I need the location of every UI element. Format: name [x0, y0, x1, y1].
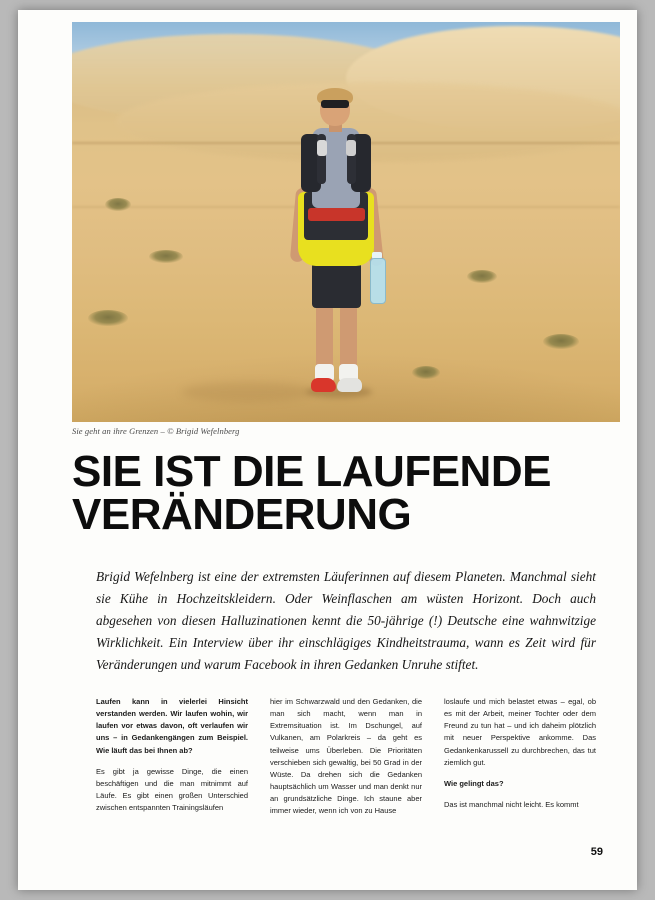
magazine-page	[18, 10, 637, 890]
interview-question: Laufen kann in vielerlei Hinsicht verstanden werden. Wir laufen wohin, wir laufen vor etwas davon, oft verlaufen wir uns – in Gedankengängen zum Beispiel. Wie läuft das bei Ihnen ab?	[96, 697, 248, 755]
runner-figure	[268, 88, 418, 418]
desert-shrub	[88, 310, 128, 326]
desert-shrub	[543, 334, 579, 349]
column-2	[270, 696, 422, 846]
desert-photo-background	[72, 22, 620, 422]
column-1	[96, 696, 248, 846]
body-paragraph: loslaufe und mich belastet etwas – egal, ob es mit der Arbeit, meiner Tochter oder dem Freund zu tun hat – und ich daheim plötzlich mit neuer Perspektive ankomme. Das Gedankenkarussell zu durchbrechen, das tut ziemlich gut.	[444, 697, 596, 767]
body-paragraph: hier im Schwarzwald und den Gedanken, die man sich macht, wenn man in Extremsituation ist. Im Dschungel, auf Vulkanen, am Polarkreis – da geht es teilweise ums Überleben. Die Prioritäten verschieben sich gewaltig, bei 50 Grad in der Wüste. Da drehen sich die Gedanken hauptsächlich um Wasser und man denkt nur an grundsätzliche Dinge. Ich staune aber immer wieder, wenn ich von zu Hause	[270, 697, 422, 816]
desert-shrub	[149, 250, 183, 263]
runner-left-shoe	[311, 378, 336, 392]
runner-chest-flask-right	[346, 140, 356, 156]
runner-right-leg	[340, 304, 357, 372]
runner-left-leg	[316, 304, 333, 372]
page-title	[72, 447, 592, 540]
headline-line-2: VERÄNDERUNG	[72, 490, 412, 540]
runner-chest-flask-left	[317, 140, 327, 156]
desert-shrub	[105, 198, 131, 211]
desert-shrub	[467, 270, 497, 283]
interview-question: Wie gelingt das?	[444, 778, 504, 788]
sunglasses-icon	[321, 100, 349, 108]
lead-paragraph: Brigid Wefelnberg ist eine der extremsten Läuferinnen auf diesem Planeten. Manchmal sieht sie Kühe in Hochzeitskleidern. Oder Weinflaschen am wüsten Horizont. Doch auch abgesehen von diesen Halluzinationen kennt die 50-jährige (!) Deutsche eine wahnwitzige Wirklichkeit. Ein Interview über ihr einschlägiges Kindheitstrauma, wann es Zeit wird für Veränderungen und warum Facebook in ihren Gedanken Unruhe stiftet.	[96, 569, 596, 673]
photo-caption: Sie geht an ihre Grenzen – © Brigid Wefelnberg	[72, 426, 240, 436]
body-paragraph: Das ist manchmal nicht leicht. Es kommt	[444, 799, 579, 809]
water-bottle	[370, 258, 386, 304]
body-paragraph: Es gibt ja gewisse Dinge, die einen beschäftigen und die man mitnimmt auf Läufe. Es gibt einen großen Unterschied zwischen entspannten Trainingsläufen	[96, 766, 248, 813]
runner-right-shoe	[337, 378, 362, 392]
article-photo	[72, 22, 620, 422]
runner-waist-belt	[308, 208, 365, 221]
page-number: 59	[590, 846, 603, 858]
column-3	[444, 696, 596, 846]
article-columns	[96, 696, 596, 846]
headline-line-1: SIE IST DIE LAUFENDE	[72, 447, 551, 496]
